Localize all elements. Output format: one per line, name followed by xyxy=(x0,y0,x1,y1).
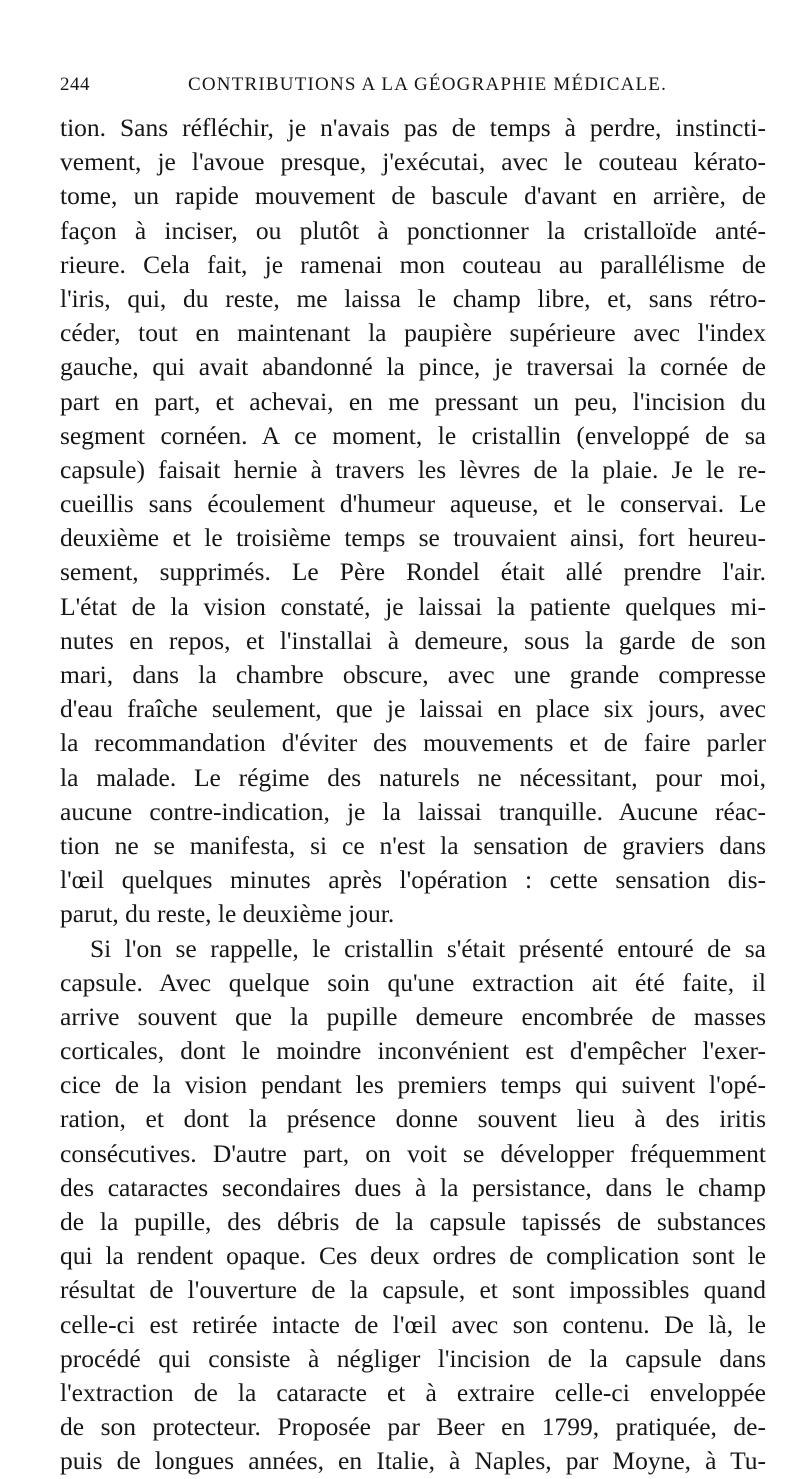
body-text xyxy=(60,111,766,1479)
text-line: de la pupille, des débris de la capsule tapissés de substances xyxy=(60,1207,766,1236)
text-line: capsule. Avec quelque soin qu'une extraction ait été faite, il xyxy=(60,967,766,997)
text-line: gauche, qui avait abandonné la pince, je traversai la cornée de xyxy=(60,352,766,382)
paragraph-start-line: Si l'on se rappelle, le cristallin s'était présenté entouré de sa xyxy=(90,933,766,963)
text-line: corticales, dont le moindre inconvénient est d'empêcher l'exer- xyxy=(60,1036,766,1066)
text-line: L'état de la vision constaté, je laissai la patiente quelques mi- xyxy=(60,591,766,621)
text-line: consécutives. D'autre part, on voit se développer fréquemment xyxy=(60,1138,766,1168)
text-line: ration, et dont la présence donne souvent lieu à des iritis xyxy=(60,1104,766,1134)
text-line: mari, dans la chambre obscure, avec une grande compresse xyxy=(60,660,766,689)
text-line: tion. Sans réfléchir, je n'avais pas de temps à perdre, instincti- xyxy=(60,113,766,142)
text-line: tion ne se manifesta, si ce n'est la sensation de graviers dans xyxy=(60,830,766,860)
text-line: l'extraction de la cataracte et à extraire celle-ci enveloppée xyxy=(60,1377,766,1407)
text-line: l'iris, qui, du reste, me laissa le champ libre, et, sans rétro- xyxy=(60,283,766,313)
text-line: des cataractes secondaires dues à la persistance, dans le champ xyxy=(60,1172,766,1202)
text-line: deuxième et le troisième temps se trouvaient ainsi, fort heureu- xyxy=(60,523,766,553)
book-page xyxy=(60,0,766,1476)
text-line: de son protecteur. Proposée par Beer en 1799, pratiquée, de- xyxy=(60,1412,766,1442)
text-line: rieure. Cela fait, je ramenai mon couteau au parallélisme de xyxy=(60,249,766,279)
running-title: CONTRIBUTIONS A LA GÉOGRAPHIE MÉDICALE. xyxy=(188,74,668,95)
text-line: arrive souvent que la pupille demeure encombrée de masses xyxy=(60,1001,766,1031)
text-line: d'eau fraîche seulement, que je laissai en place six jours, avec xyxy=(60,694,766,724)
running-head xyxy=(60,74,766,98)
text-line: céder, tout en maintenant la paupière supérieure avec l'index xyxy=(60,318,766,348)
text-line: celle-ci est retirée intacte de l'œil avec son contenu. De là, le xyxy=(60,1309,766,1339)
text-line: puis de longues années, en Italie, à Naples, par Moyne, à Tu- xyxy=(60,1446,766,1476)
text-line: tome, un rapide mouvement de bascule d'avant en arrière, de xyxy=(60,181,766,211)
text-line: nutes en repos, et l'installai à demeure, sous la garde de son xyxy=(60,625,766,655)
text-line: cice de la vision pendant les premiers temps qui suivent l'opé- xyxy=(60,1070,766,1100)
paragraph-end-line: parut, du reste, le deuxième jour. xyxy=(60,899,395,929)
text-line: sement, supprimés. Le Père Rondel était allé prendre l'air. xyxy=(60,557,766,587)
text-line: qui la rendent opaque. Ces deux ordres de complication sont le xyxy=(60,1241,766,1271)
text-line: segment cornéen. A ce moment, le cristallin (enveloppé de sa xyxy=(60,420,766,450)
text-line: cueillis sans écoulement d'humeur aqueuse, et le conservai. Le xyxy=(60,489,766,519)
text-line: la recommandation d'éviter des mouvements et de faire parler xyxy=(60,728,766,758)
text-line: vement, je l'avoue presque, j'exécutai, avec le couteau kérato- xyxy=(60,147,766,177)
text-line: résultat de l'ouverture de la capsule, et sont impossibles quand xyxy=(60,1275,766,1305)
text-line: aucune contre-indication, je la laissai tranquille. Aucune réac- xyxy=(60,796,766,826)
text-line: la malade. Le régime des naturels ne nécessitant, pour moi, xyxy=(60,762,766,792)
page-number: 244 xyxy=(60,74,90,95)
text-line: façon à inciser, ou plutôt à ponctionner la cristalloïde anté- xyxy=(60,215,766,245)
text-line: l'œil quelques minutes après l'opération : cette sensation dis- xyxy=(60,865,766,895)
text-line: part en part, et achevai, en me pressant un peu, l'incision du xyxy=(60,386,766,416)
text-line: capsule) faisait hernie à travers les lèvres de la plaie. Je le re- xyxy=(60,454,766,484)
text-line: procédé qui consiste à négliger l'incision de la capsule dans xyxy=(60,1343,766,1373)
